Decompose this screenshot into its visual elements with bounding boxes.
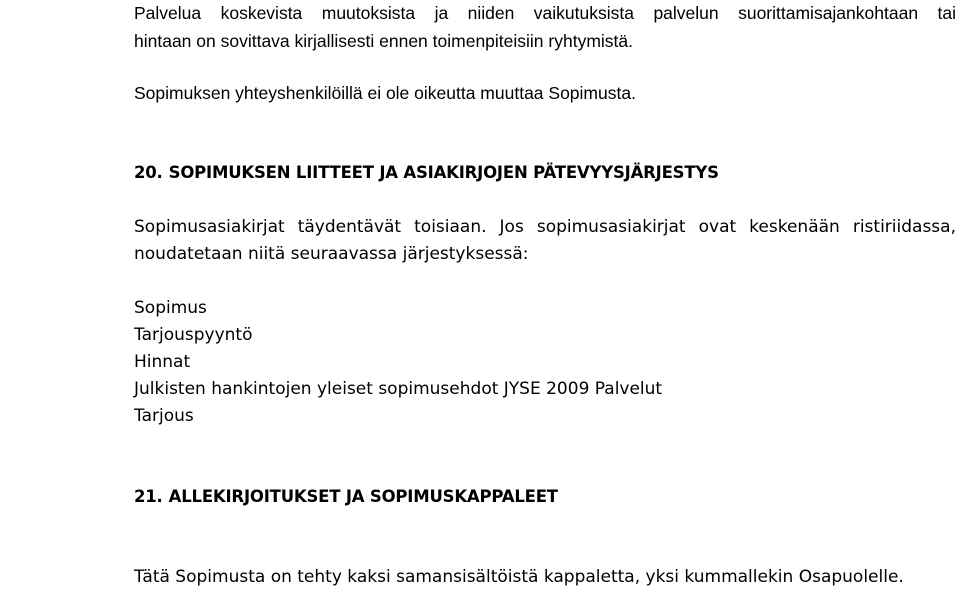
section-21-number: 21.: [134, 487, 163, 506]
intro-paragraph-line-2: hintaan on sovittava kirjallisesti ennen toimenpiteisiin ryhtymistä.: [134, 31, 633, 51]
order-list-item: Tarjous: [134, 406, 194, 426]
order-list-item: Hinnat: [134, 352, 191, 372]
order-list-item: Sopimus: [134, 298, 207, 318]
section-20-paragraph-line-2: noudatetaan niitä seuraavassa järjestyksessä:: [134, 244, 529, 264]
order-list-item: Tarjouspyyntö: [134, 325, 253, 345]
section-20-title: SOPIMUKSEN LIITTEET JA ASIAKIRJOJEN PÄTEVYYSJÄRJESTYS: [168, 163, 719, 182]
contact-note: Sopimuksen yhteyshenkilöillä ei ole oikeutta muuttaa Sopimusta.: [134, 83, 636, 103]
section-20-paragraph-line-1: Sopimusasiakirjat täydentävät toisiaan. Jos sopimusasiakirjat ovat keskenään ristiriidassa,: [134, 217, 956, 237]
section-20-number: 20.: [134, 163, 163, 182]
intro-paragraph-line-1: Palvelua koskevista muutoksista ja niiden vaikutuksista palvelun suorittamisajankohtaan tai: [134, 3, 956, 23]
order-list-item: Julkisten hankintojen yleiset sopimusehdot JYSE 2009 Palvelut: [134, 379, 663, 399]
section-21-heading: [134, 485, 558, 509]
section-21-paragraph: Tätä Sopimusta on tehty kaksi samansisältöistä kappaletta, yksi kummallekin Osapuolelle.: [134, 567, 904, 587]
section-20-heading: [134, 161, 719, 185]
section-21-title: ALLEKIRJOITUKSET JA SOPIMUSKAPPALEET: [168, 487, 558, 506]
